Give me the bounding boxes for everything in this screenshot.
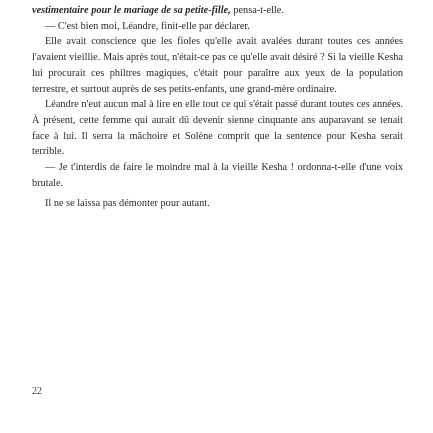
paragraph-5: — Je t'interdis de faire le moindre mal à la vieille Kesha ! ordonna-t-elle d'une voix brutale. (32, 162, 403, 189)
paragraph-2: — C'est bien moi, Léandre, finit-elle par déclarer. (45, 20, 250, 32)
paragraph-1 (32, 3, 403, 19)
paragraph-1-tail: pensa-t-elle. (230, 5, 284, 16)
italic-bold-phrase: vestimentaire pour le mariage de sa petite-fille, (32, 5, 231, 16)
paragraph-6: Il ne se laissa pas démonter pour autant. (45, 198, 210, 210)
body-text (32, 3, 403, 212)
page-number: 22 (32, 386, 42, 397)
paragraph-3: Elle avait conscience que les fioles qu'elle avait avalées durant toutes ces années l'avaient vieillie. Mais après tout, n'était-ce pas ce qu'elle avait désiré ? Si la vieille Kesha lui procurait ces philtres magiques, c'était pour paraître aux yeux de la population terrestre, et surtout auprès de ses petits-enfants, une grand-mère ordinaire. (32, 36, 403, 95)
paragraph-4: Léandre n'eut aucun mal à lire en elle tout ce qui s'était passé durant toutes ces années. À présent, cette femme qui aurait dû devenir sienne cinquante ans auparavant se tenait face à lui. Il serra la mâchoire et Solène comprit que la sentence pour Kesha serait terrible. (32, 99, 403, 158)
